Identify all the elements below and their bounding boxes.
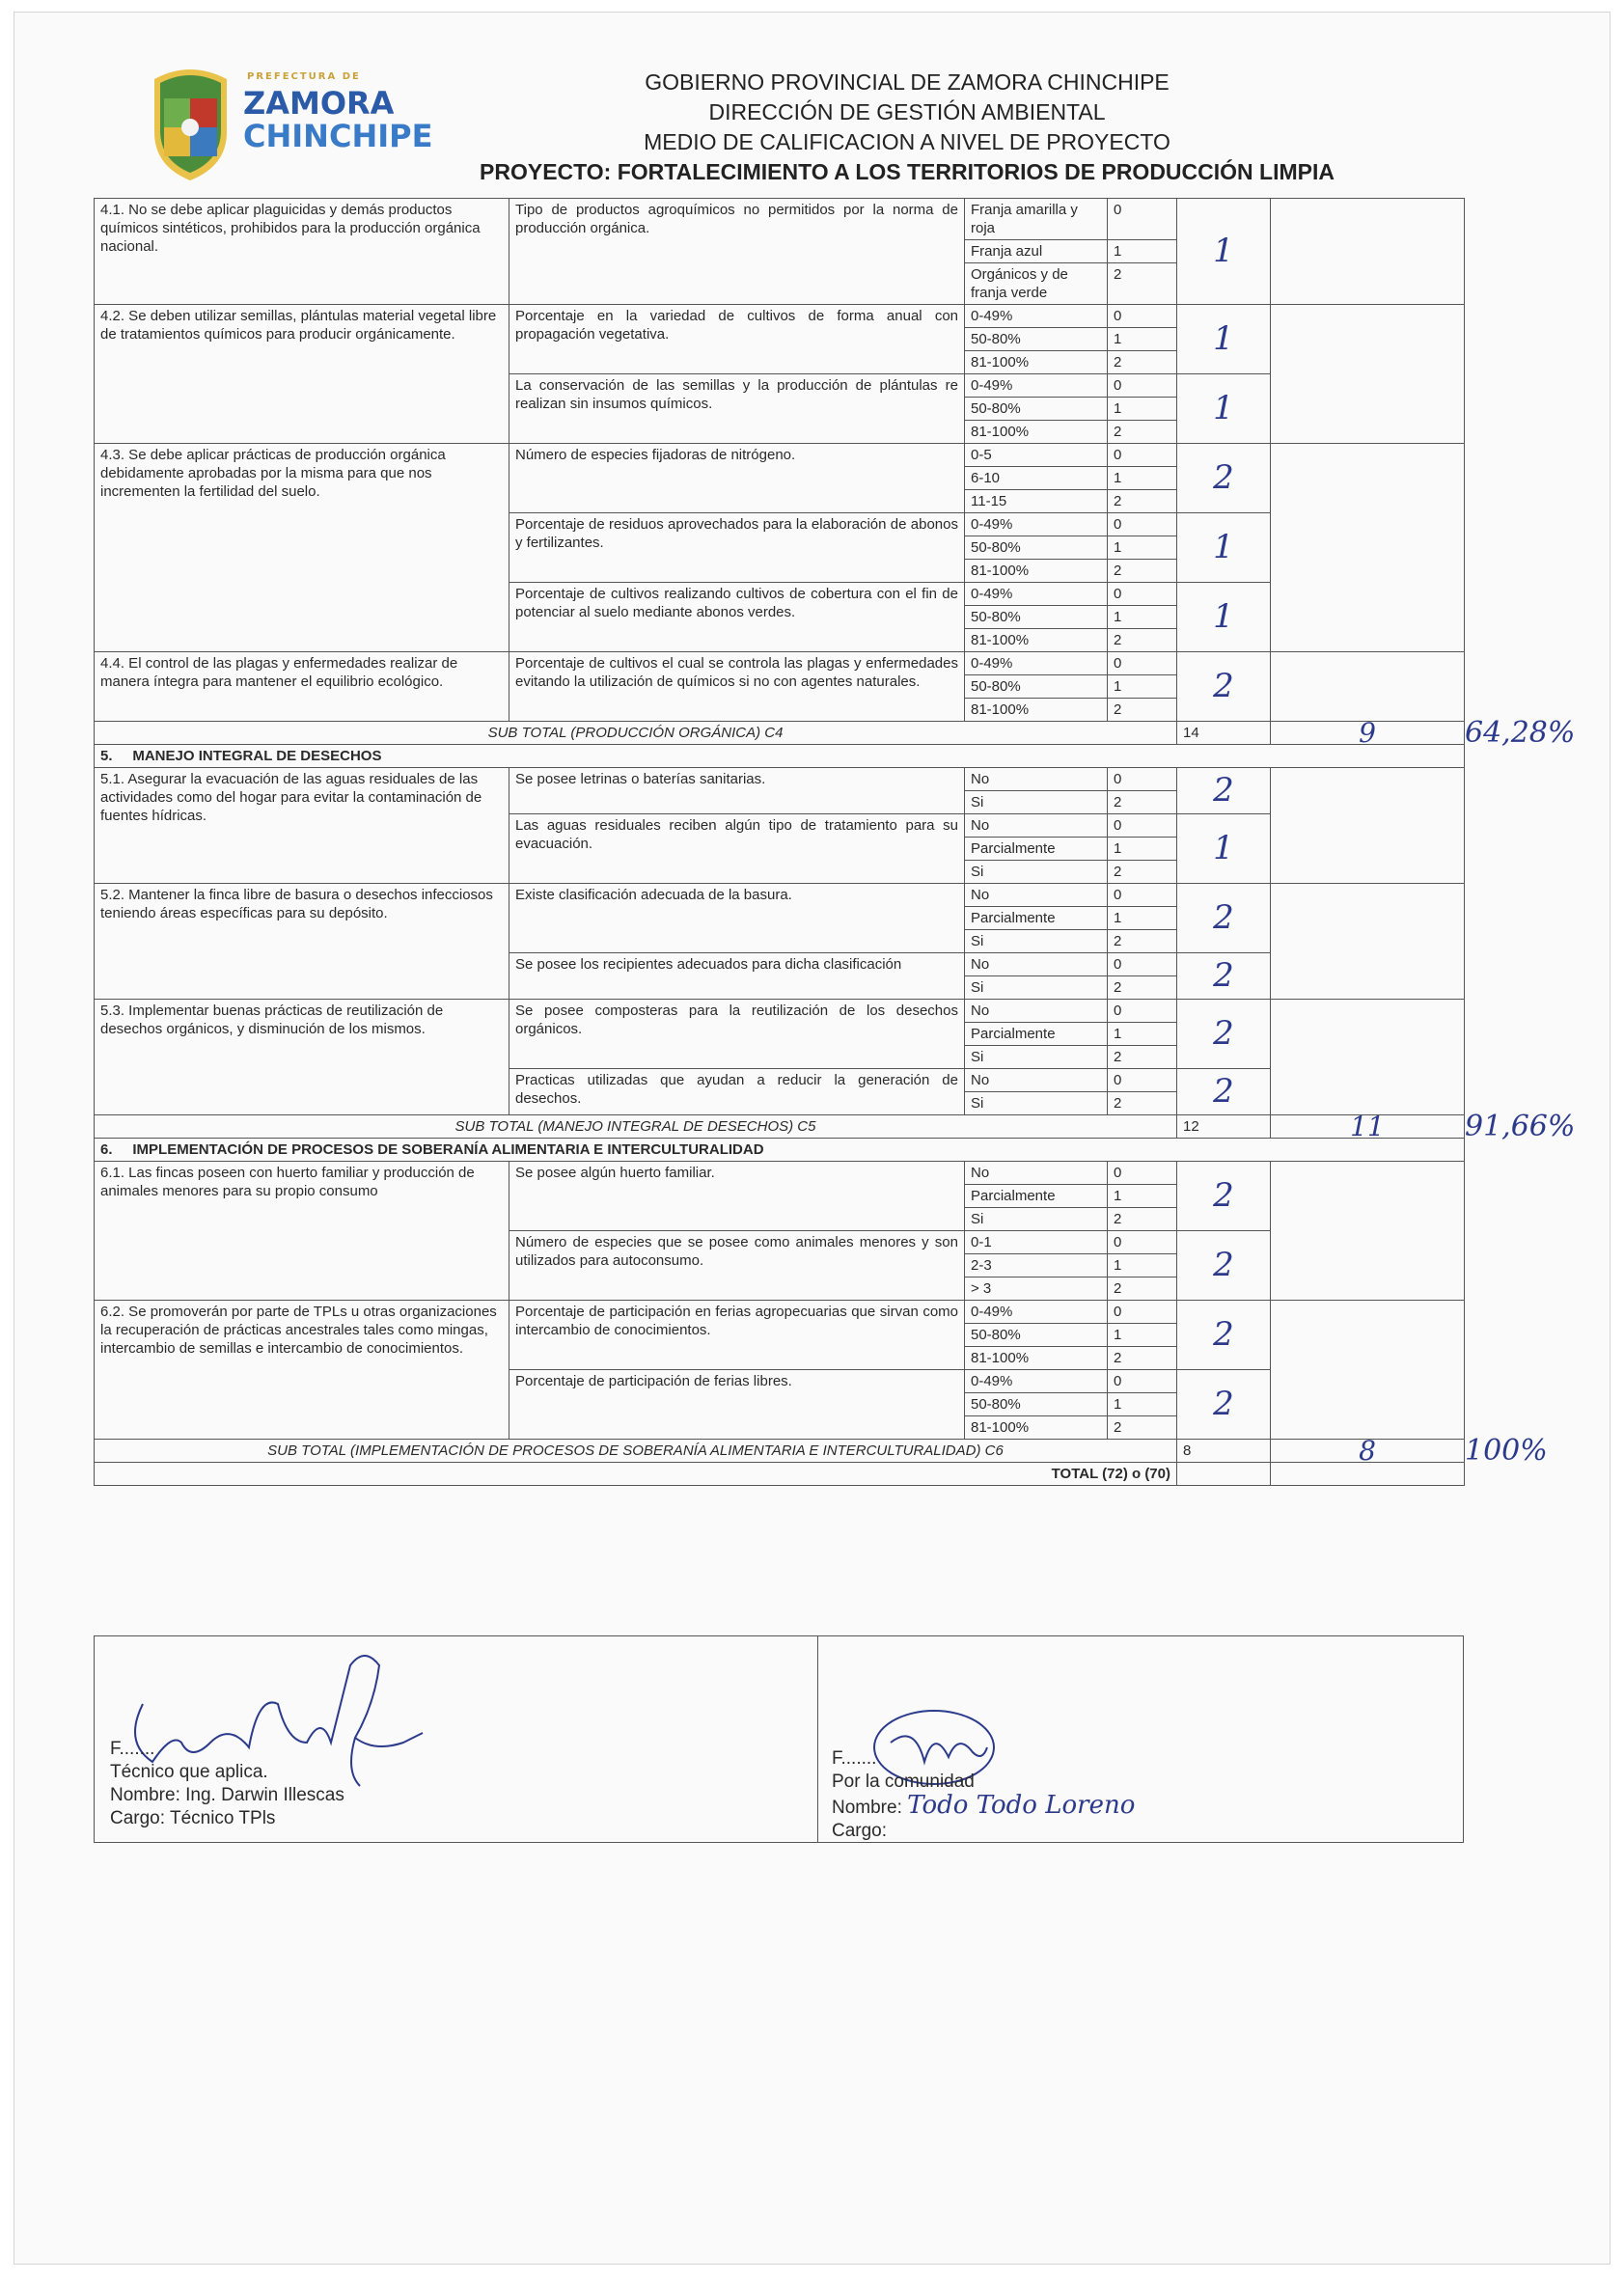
table-row [95, 1162, 1465, 1185]
value-cell: 2 [1108, 791, 1177, 814]
total-row [95, 1463, 1465, 1486]
value-cell: 0 [1108, 1370, 1177, 1393]
table-row [95, 199, 1465, 240]
technician-role: Técnico que aplica. [110, 1762, 268, 1782]
blank-cell [1271, 199, 1465, 305]
value-cell: 0 [1108, 1162, 1177, 1185]
value-cell: 2 [1108, 351, 1177, 374]
score-4-2-a: 1 [1177, 305, 1271, 374]
blank-cell [1271, 652, 1465, 722]
subtotal-c5-score: 11 [1271, 1115, 1465, 1139]
value-cell: 2 [1108, 1046, 1177, 1069]
community-cargo: Cargo: [832, 1821, 888, 1841]
option-cell: No [965, 953, 1108, 976]
score-4-4: 2 [1177, 652, 1271, 722]
value-cell: 0 [1108, 814, 1177, 838]
option-cell: 50-80% [965, 675, 1108, 699]
community-f-line: F....... [832, 1748, 877, 1769]
score-5-3-b: 2 [1177, 1069, 1271, 1115]
option-cell: 81-100% [965, 351, 1108, 374]
option-cell: Si [965, 791, 1108, 814]
score-6-2-b: 2 [1177, 1370, 1271, 1440]
value-cell: 2 [1108, 699, 1177, 722]
indicator-5-2-b: Se posee los recipientes adecuados para dicha clasificación [509, 953, 965, 1000]
score-6-1-b: 2 [1177, 1231, 1271, 1301]
subtotal-c6-max: 8 [1177, 1440, 1271, 1463]
value-cell: 1 [1108, 1023, 1177, 1046]
subtotal-c6-score: 8 [1271, 1440, 1465, 1463]
option-cell: 2-3 [965, 1254, 1108, 1277]
logo-zamora-text: ZAMORA [243, 85, 395, 122]
value-cell: 1 [1108, 907, 1177, 930]
value-cell: 2 [1108, 1347, 1177, 1370]
indicator-4-1: Tipo de productos agroquímicos no permitidos por la norma de producción orgánica. [509, 199, 965, 305]
subtotal-c5-max: 12 [1177, 1115, 1271, 1139]
option-cell: No [965, 1000, 1108, 1023]
option-cell: 0-49% [965, 1370, 1108, 1393]
table-row [95, 1301, 1465, 1324]
criterion-4-4: 4.4. El control de las plagas y enfermedades realizar de manera íntegra para mantener el equilibrio ecológico. [95, 652, 509, 722]
value-cell: 2 [1108, 1208, 1177, 1231]
score-6-2-a: 2 [1177, 1301, 1271, 1370]
community-name: Nombre: Todo Todo Loreno [832, 1791, 1136, 1820]
value-cell: 0 [1108, 305, 1177, 328]
option-cell: No [965, 814, 1108, 838]
header-project: PROYECTO: FORTALECIMIENTO A LOS TERRITORIOS DE PRODUCCIÓN LIMPIA [480, 159, 1335, 184]
community-name-handwritten: Todo Todo Loreno [907, 1791, 1136, 1820]
score-5-2-b: 2 [1177, 953, 1271, 1000]
value-cell: 1 [1108, 1254, 1177, 1277]
value-cell: 0 [1108, 884, 1177, 907]
score-5-1-a: 2 [1177, 768, 1271, 814]
header-line-3: MEDIO DE CALIFICACION A NIVEL DE PROYECTO [644, 129, 1170, 154]
value-cell: 2 [1108, 263, 1177, 305]
blank-cell [1271, 1301, 1465, 1440]
value-cell: 1 [1108, 675, 1177, 699]
logo-prefectura-text: PREFECTURA DE [247, 71, 361, 82]
value-cell: 1 [1108, 838, 1177, 861]
table-row [95, 444, 1465, 467]
value-cell: 0 [1108, 513, 1177, 536]
subtotal-row [95, 1440, 1465, 1463]
blank-cell [1271, 884, 1465, 1000]
score-4-3-a: 2 [1177, 444, 1271, 513]
value-cell: 1 [1108, 240, 1177, 263]
value-cell: 2 [1108, 421, 1177, 444]
option-cell: 6-10 [965, 467, 1108, 490]
value-cell: 2 [1108, 1092, 1177, 1115]
signature-block [94, 1635, 1464, 1843]
option-cell: No [965, 768, 1108, 791]
indicator-4-2-b: La conservación de las semillas y la producción de plántulas re realizan sin insumos químicos. [509, 374, 965, 444]
section-5-heading: 5. MANEJO INTEGRAL DE DESECHOS [95, 745, 1465, 768]
table-row [95, 305, 1465, 328]
option-cell: > 3 [965, 1277, 1108, 1301]
value-cell: 1 [1108, 398, 1177, 421]
option-cell: Si [965, 861, 1108, 884]
technician-name: Nombre: Ing. Darwin Illescas [110, 1785, 344, 1805]
score-6-1-a: 2 [1177, 1162, 1271, 1231]
option-cell: 0-49% [965, 583, 1108, 606]
indicator-4-4: Porcentaje de cultivos el cual se controla las plagas y enfermedades evitando la utilización de químicos si no con agentes naturales. [509, 652, 965, 722]
evaluation-table [94, 198, 1465, 1486]
indicator-4-2-a: Porcentaje en la variedad de cultivos de forma anual con propagación vegetativa. [509, 305, 965, 374]
value-cell: 2 [1108, 490, 1177, 513]
option-cell: 50-80% [965, 328, 1108, 351]
value-cell: 0 [1108, 1231, 1177, 1254]
option-cell: Si [965, 1208, 1108, 1231]
score-4-3-b: 1 [1177, 513, 1271, 583]
value-cell: 1 [1108, 1324, 1177, 1347]
indicator-6-2-a: Porcentaje de participación en ferias agropecuarias que sirvan como intercambio de conocimientos. [509, 1301, 965, 1370]
value-cell: 1 [1108, 1185, 1177, 1208]
option-cell: 50-80% [965, 536, 1108, 560]
indicator-5-1-b: Las aguas residuales reciben algún tipo de tratamiento para su evacuación. [509, 814, 965, 884]
indicator-6-1-b: Número de especies que se posee como animales menores y son utilizados para autoconsumo. [509, 1231, 965, 1301]
criterion-4-3: 4.3. Se debe aplicar prácticas de producción orgánica debidamente aprobadas por la misma para que nos incrementen la fertilidad del suelo. [95, 444, 509, 652]
option-cell: Si [965, 930, 1108, 953]
logo-chinchipe-text: CHINCHIPE [243, 118, 433, 154]
score-4-1: 1 [1177, 199, 1271, 305]
value-cell: 0 [1108, 1069, 1177, 1092]
value-cell: 1 [1108, 328, 1177, 351]
option-cell: Parcialmente [965, 1023, 1108, 1046]
option-cell: No [965, 884, 1108, 907]
blank-cell [1271, 768, 1465, 884]
value-cell: 0 [1108, 953, 1177, 976]
blank-cell [1271, 1000, 1465, 1115]
value-cell: 1 [1108, 536, 1177, 560]
total-label: TOTAL (72) o (70) [95, 1463, 1177, 1486]
criterion-4-2: 4.2. Se deben utilizar semillas, plántulas material vegetal libre de tratamientos químicos para producir orgánicamente. [95, 305, 509, 444]
subtotal-row [95, 1115, 1465, 1139]
technician-cargo: Cargo: Técnico TPls [110, 1808, 276, 1828]
score-4-2-b: 1 [1177, 374, 1271, 444]
value-cell: 0 [1108, 199, 1177, 240]
community-role: Por la comunidad [832, 1772, 975, 1792]
option-cell: Orgánicos y de franja verde [965, 263, 1108, 305]
subtotal-c4-label: SUB TOTAL (PRODUCCIÓN ORGÁNICA) C4 [95, 722, 1177, 745]
option-cell: 81-100% [965, 421, 1108, 444]
indicator-6-2-b: Porcentaje de participación de ferias libres. [509, 1370, 965, 1440]
value-cell: 0 [1108, 1000, 1177, 1023]
option-cell: Franja amarilla y roja [965, 199, 1108, 240]
option-cell: 0-49% [965, 652, 1108, 675]
option-cell: Si [965, 1046, 1108, 1069]
indicator-6-1-a: Se posee algún huerto familiar. [509, 1162, 965, 1231]
blank-cell [1271, 444, 1465, 652]
value-cell: 2 [1108, 861, 1177, 884]
option-cell: Parcialmente [965, 1185, 1108, 1208]
indicator-4-3-c: Porcentaje de cultivos realizando cultivos de cobertura con el fin de potenciar al suelo mediante abonos verdes. [509, 583, 965, 652]
option-cell: 81-100% [965, 699, 1108, 722]
total-value [1177, 1463, 1271, 1486]
indicator-4-3-a: Número de especies fijadoras de nitrógeno. [509, 444, 965, 513]
score-5-1-b: 1 [1177, 814, 1271, 884]
option-cell: Parcialmente [965, 838, 1108, 861]
shield-emblem [145, 60, 236, 185]
subtotal-c6-label: SUB TOTAL (IMPLEMENTACIÓN DE PROCESOS DE SOBERANÍA ALIMENTARIA E INTERCULTURALIDAD) C6 [95, 1440, 1177, 1463]
technician-signature [95, 1636, 818, 1842]
option-cell: 50-80% [965, 1393, 1108, 1416]
option-cell: Franja azul [965, 240, 1108, 263]
option-cell: 50-80% [965, 398, 1108, 421]
prefectura-logo [145, 60, 433, 190]
option-cell: Si [965, 1092, 1108, 1115]
criterion-5-1: 5.1. Asegurar la evacuación de las aguas residuales de las actividades como del hogar para evitar la contaminación de fuentes hídricas. [95, 768, 509, 884]
option-cell: 0-49% [965, 305, 1108, 328]
criterion-6-2: 6.2. Se promoverán por parte de TPLs u otras organizaciones la recuperación de prácticas ancestrales tales como mingas, intercambio de semillas e intercambio de conocimientos. [95, 1301, 509, 1440]
option-cell: No [965, 1162, 1108, 1185]
document-header [425, 68, 1390, 187]
value-cell: 2 [1108, 976, 1177, 1000]
criterion-5-2: 5.2. Mantener la finca libre de basura o desechos infecciosos teniendo áreas específicas para su depósito. [95, 884, 509, 1000]
table-row [95, 768, 1465, 791]
option-cell: Parcialmente [965, 907, 1108, 930]
option-cell: 0-49% [965, 1301, 1108, 1324]
value-cell: 2 [1108, 560, 1177, 583]
blank-cell [1271, 305, 1465, 444]
value-cell: 0 [1108, 1301, 1177, 1324]
value-cell: 2 [1108, 629, 1177, 652]
option-cell: 0-1 [965, 1231, 1108, 1254]
value-cell: 2 [1108, 1416, 1177, 1440]
value-cell: 0 [1108, 652, 1177, 675]
subtotal-c5-label: SUB TOTAL (MANEJO INTEGRAL DE DESECHOS) C5 [95, 1115, 1177, 1139]
section-heading-row [95, 1139, 1465, 1162]
table-row [95, 884, 1465, 907]
score-4-3-c: 1 [1177, 583, 1271, 652]
community-signature [818, 1636, 1465, 1842]
header-line-2: DIRECCIÓN DE GESTIÓN AMBIENTAL [708, 99, 1106, 124]
value-cell: 0 [1108, 444, 1177, 467]
value-cell: 2 [1108, 1277, 1177, 1301]
option-cell: 81-100% [965, 629, 1108, 652]
section-6-heading: 6. IMPLEMENTACIÓN DE PROCESOS DE SOBERANÍA ALIMENTARIA E INTERCULTURALIDAD [95, 1139, 1465, 1162]
option-cell: Si [965, 976, 1108, 1000]
value-cell: 2 [1108, 930, 1177, 953]
option-cell: 81-100% [965, 560, 1108, 583]
indicator-4-3-b: Porcentaje de residuos aprovechados para la elaboración de abonos y fertilizantes. [509, 513, 965, 583]
header-line-1: GOBIERNO PROVINCIAL DE ZAMORA CHINCHIPE [645, 69, 1170, 95]
option-cell: 81-100% [965, 1416, 1108, 1440]
subtotal-c4-score: 9 [1271, 722, 1465, 745]
option-cell: 0-49% [965, 513, 1108, 536]
criterion-4-1: 4.1. No se debe aplicar plaguicidas y demás productos químicos sintéticos, prohibidos para la producción orgánica nacional. [95, 199, 509, 305]
indicator-5-1-a: Se posee letrinas o baterías sanitarias. [509, 768, 965, 814]
subtotal-c4-max: 14 [1177, 722, 1271, 745]
indicator-5-2-a: Existe clasificación adecuada de la basura. [509, 884, 965, 953]
option-cell: 0-49% [965, 374, 1108, 398]
option-cell: 81-100% [965, 1347, 1108, 1370]
option-cell: 11-15 [965, 490, 1108, 513]
indicator-5-3-a: Se posee composteras para la reutilización de los desechos orgánicos. [509, 1000, 965, 1069]
score-5-2-a: 2 [1177, 884, 1271, 953]
table-row [95, 652, 1465, 675]
value-cell: 1 [1108, 1393, 1177, 1416]
option-cell: 0-5 [965, 444, 1108, 467]
technician-f-line: F....... [110, 1739, 155, 1759]
criterion-5-3: 5.3. Implementar buenas prácticas de reutilización de desechos orgánicos, y disminución de los mismos. [95, 1000, 509, 1115]
table-row [95, 1000, 1465, 1023]
indicator-5-3-b: Practicas utilizadas que ayudan a reducir la generación de desechos. [509, 1069, 965, 1115]
option-cell: 50-80% [965, 1324, 1108, 1347]
option-cell: 50-80% [965, 606, 1108, 629]
value-cell: 1 [1108, 467, 1177, 490]
value-cell: 0 [1108, 374, 1177, 398]
option-cell: No [965, 1069, 1108, 1092]
value-cell: 1 [1108, 606, 1177, 629]
blank-cell [1271, 1162, 1465, 1301]
value-cell: 0 [1108, 583, 1177, 606]
subtotal-row [95, 722, 1465, 745]
value-cell: 0 [1108, 768, 1177, 791]
criterion-6-1: 6.1. Las fincas poseen con huerto familiar y producción de animales menores para su propio consumo [95, 1162, 509, 1301]
section-heading-row [95, 745, 1465, 768]
score-5-3-a: 2 [1177, 1000, 1271, 1069]
